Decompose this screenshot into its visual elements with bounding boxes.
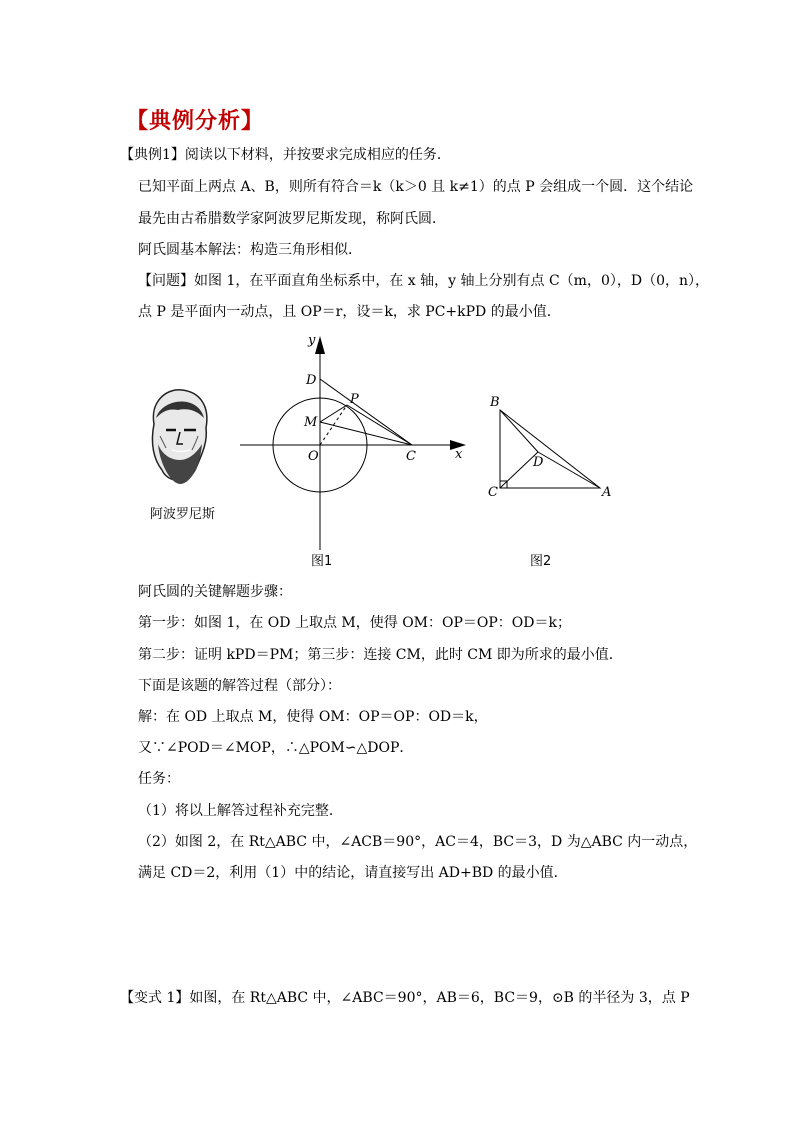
- figure-1: [230, 330, 480, 565]
- label-c2: C: [488, 485, 498, 500]
- step-1: 第一步：如图 1，在 OD 上取点 M，使得 OM：OP＝OP：OD＝k；: [138, 615, 571, 631]
- figure-2: [484, 390, 624, 505]
- label-b: B: [490, 395, 500, 410]
- example1-line1: 已知平面上两点 A、B，则所有符合＝k（k＞0 且 k≠1）的点 P 会组成一个圆．这个结论: [138, 179, 694, 195]
- label-x: x: [455, 447, 463, 462]
- example1-question: 【问题】如图 1，在平面直角坐标系中，在 x 轴，y 轴上分别有点 C（m，0），D（0，n），: [138, 273, 710, 289]
- segment-mc: [320, 422, 412, 445]
- label-d: D: [306, 373, 317, 388]
- solution-line-1: 解：在 OD 上取点 M，使得 OM：OP＝OP：OD＝k，: [138, 709, 488, 725]
- step-2-3: 第二步：证明 kPD＝PM；第三步：连接 CM，此时 CM 即为所求的最小值．: [138, 647, 623, 663]
- task-2-cont: 满足 CD＝2，利用（1）中的结论，请直接写出 AD+BD 的最小值．: [138, 865, 568, 881]
- segment-pc: [347, 405, 412, 445]
- portrait-image: [140, 384, 218, 494]
- variant-1: 【变式 1】如图，在 Rt△ABC 中，∠ABC＝90°，AB＝6，BC＝9，⊙B 的半径为 3，点 P: [120, 990, 690, 1006]
- portrait-caption: 阿波罗尼斯: [150, 507, 216, 522]
- solution-line-2: 又∵∠POD＝∠MOP，∴△POM∽△DOP．: [138, 740, 414, 756]
- task-title: 任务：: [138, 771, 180, 787]
- label-p: P: [350, 392, 359, 407]
- example1-question-cont: 点 P 是平面内一动点，且 OP＝r，设＝k，求 PC+kPD 的最小值．: [138, 304, 561, 320]
- segment-ad: [538, 452, 600, 488]
- segment-op-dashed: [320, 405, 347, 445]
- section-heading: 【典例分析】: [126, 108, 265, 134]
- figure-2-caption: 图2: [530, 554, 552, 569]
- figure-1-caption: 图1: [311, 554, 333, 569]
- label-c: C: [406, 449, 416, 464]
- example1-line2: 最先由古希腊数学家阿波罗尼斯发现，称阿氏圆．: [138, 211, 446, 227]
- label-a: A: [602, 485, 612, 500]
- y-axis-arrow: [315, 336, 325, 354]
- task-2: （2）如图 2，在 Rt△ABC 中，∠ACB＝90°，AC＝4，BC＝3，D 为△ABC 内一动点，: [138, 834, 698, 850]
- example1-line3: 阿氏圆基本解法：构造三角形相似．: [138, 242, 362, 258]
- segment-bd: [500, 410, 538, 452]
- label-m: M: [304, 415, 318, 430]
- label-o: O: [308, 449, 319, 464]
- segment-mp: [320, 405, 347, 422]
- task-1: （1）将以上解答过程补充完整．: [138, 803, 343, 819]
- steps-title: 阿氏圆的关键解题步骤：: [138, 584, 292, 600]
- process-title: 下面是该题的解答过程（部分）：: [138, 678, 341, 694]
- example1-intro: 【典例1】阅读以下材料，并按要求完成相应的任务．: [120, 147, 451, 163]
- label-d2: D: [533, 455, 544, 470]
- triangle-abc: [500, 410, 600, 488]
- label-y: y: [308, 333, 316, 348]
